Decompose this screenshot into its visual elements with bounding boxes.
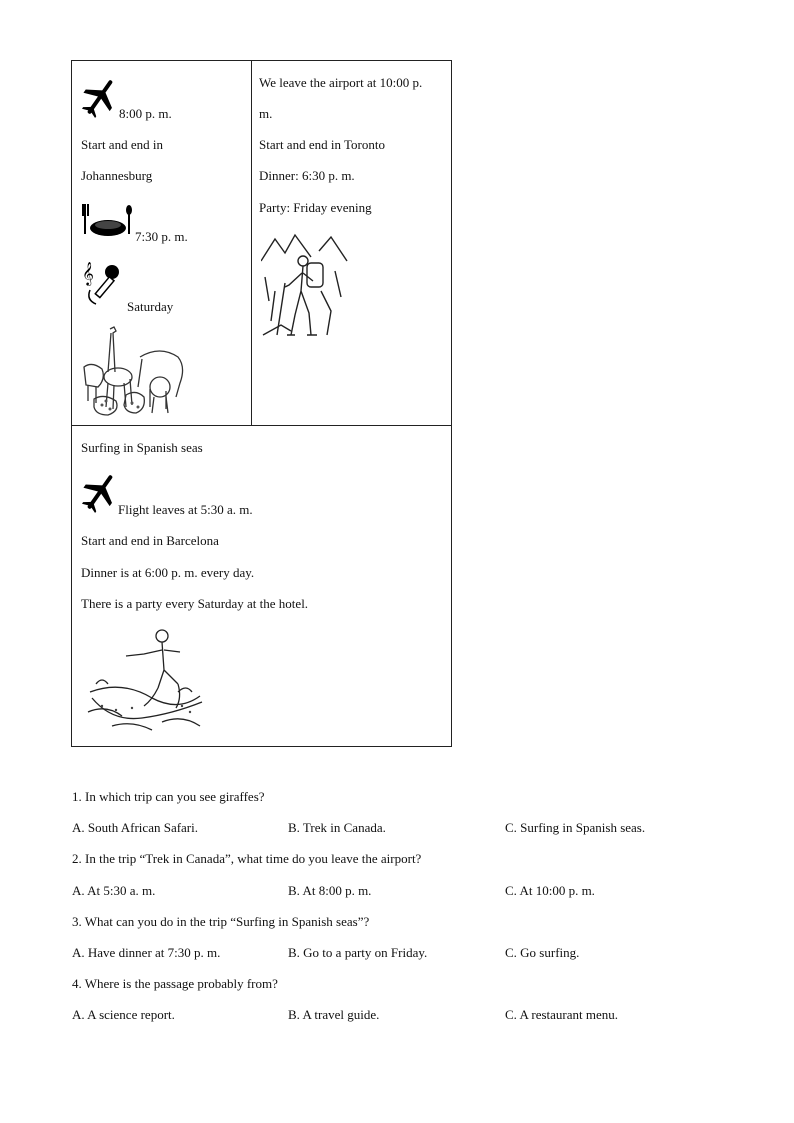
svg-text:𝄞: 𝄞 bbox=[82, 261, 94, 285]
cell-canada bbox=[252, 61, 452, 425]
spain-title: Surfing in Spanish seas bbox=[81, 440, 203, 455]
spain-dinner: Dinner is at 6:00 p. m. every day. bbox=[81, 565, 255, 580]
safari-start-end-city: Johannesburg bbox=[81, 168, 153, 183]
microphone-music-icon bbox=[82, 260, 128, 306]
q2-option-a: A. At 5:30 a. m. bbox=[72, 883, 156, 898]
q4-option-a: A. A science report. bbox=[72, 1007, 175, 1022]
question-4: 4. Where is the passage probably from? bbox=[72, 976, 278, 991]
surfer-illustration bbox=[82, 622, 208, 740]
canada-airport-line1: We leave the airport at 10:00 p. bbox=[259, 75, 423, 90]
q1-option-c: C. Surfing in Spanish seas. bbox=[505, 820, 646, 835]
spain-party: There is a party every Saturday at the hotel. bbox=[81, 596, 309, 611]
q1-option-a: A. South African Safari. bbox=[72, 820, 199, 835]
q4-option-b: B. A travel guide. bbox=[288, 1007, 380, 1022]
canada-party: Party: Friday evening bbox=[259, 200, 372, 215]
cell-safari bbox=[72, 61, 251, 425]
question-2: 2. In the trip “Trek in Canada”, what time do you leave the airport? bbox=[72, 851, 422, 866]
question-3: 3. What can you do in the trip “Surfing in Spanish seas”? bbox=[72, 914, 370, 929]
safari-dinner-time: 7:30 p. m. bbox=[135, 229, 188, 244]
airplane-icon bbox=[82, 470, 118, 514]
q2-option-b: B. At 8:00 p. m. bbox=[288, 883, 372, 898]
q3-option-c: C. Go surfing. bbox=[505, 945, 580, 960]
cell-spain bbox=[72, 426, 453, 748]
canada-airport-line2: m. bbox=[259, 106, 273, 121]
dinner-plate-icon bbox=[82, 202, 134, 240]
spain-start-end: Start and end in Barcelona bbox=[81, 533, 219, 548]
safari-start-end-label: Start and end in bbox=[81, 137, 163, 152]
safari-flight-time: 8:00 p. m. bbox=[119, 106, 172, 121]
q4-option-c: C. A restaurant menu. bbox=[505, 1007, 619, 1022]
hiker-illustration bbox=[261, 231, 349, 341]
q3-option-a: A. Have dinner at 7:30 p. m. bbox=[72, 945, 221, 960]
q1-option-b: B. Trek in Canada. bbox=[288, 820, 386, 835]
question-1: 1. In which trip can you see giraffes? bbox=[72, 789, 265, 804]
safari-party-day: Saturday bbox=[127, 299, 174, 314]
canada-start-end: Start and end in Toronto bbox=[259, 137, 385, 152]
trip-table bbox=[71, 60, 452, 747]
canada-dinner: Dinner: 6:30 p. m. bbox=[259, 168, 355, 183]
q3-option-b: B. Go to a party on Friday. bbox=[288, 945, 428, 960]
q2-option-c: C. At 10:00 p. m. bbox=[505, 883, 595, 898]
safari-animals-illustration bbox=[80, 317, 192, 419]
spain-flight: Flight leaves at 5:30 a. m. bbox=[118, 502, 253, 517]
airplane-icon bbox=[82, 75, 118, 119]
